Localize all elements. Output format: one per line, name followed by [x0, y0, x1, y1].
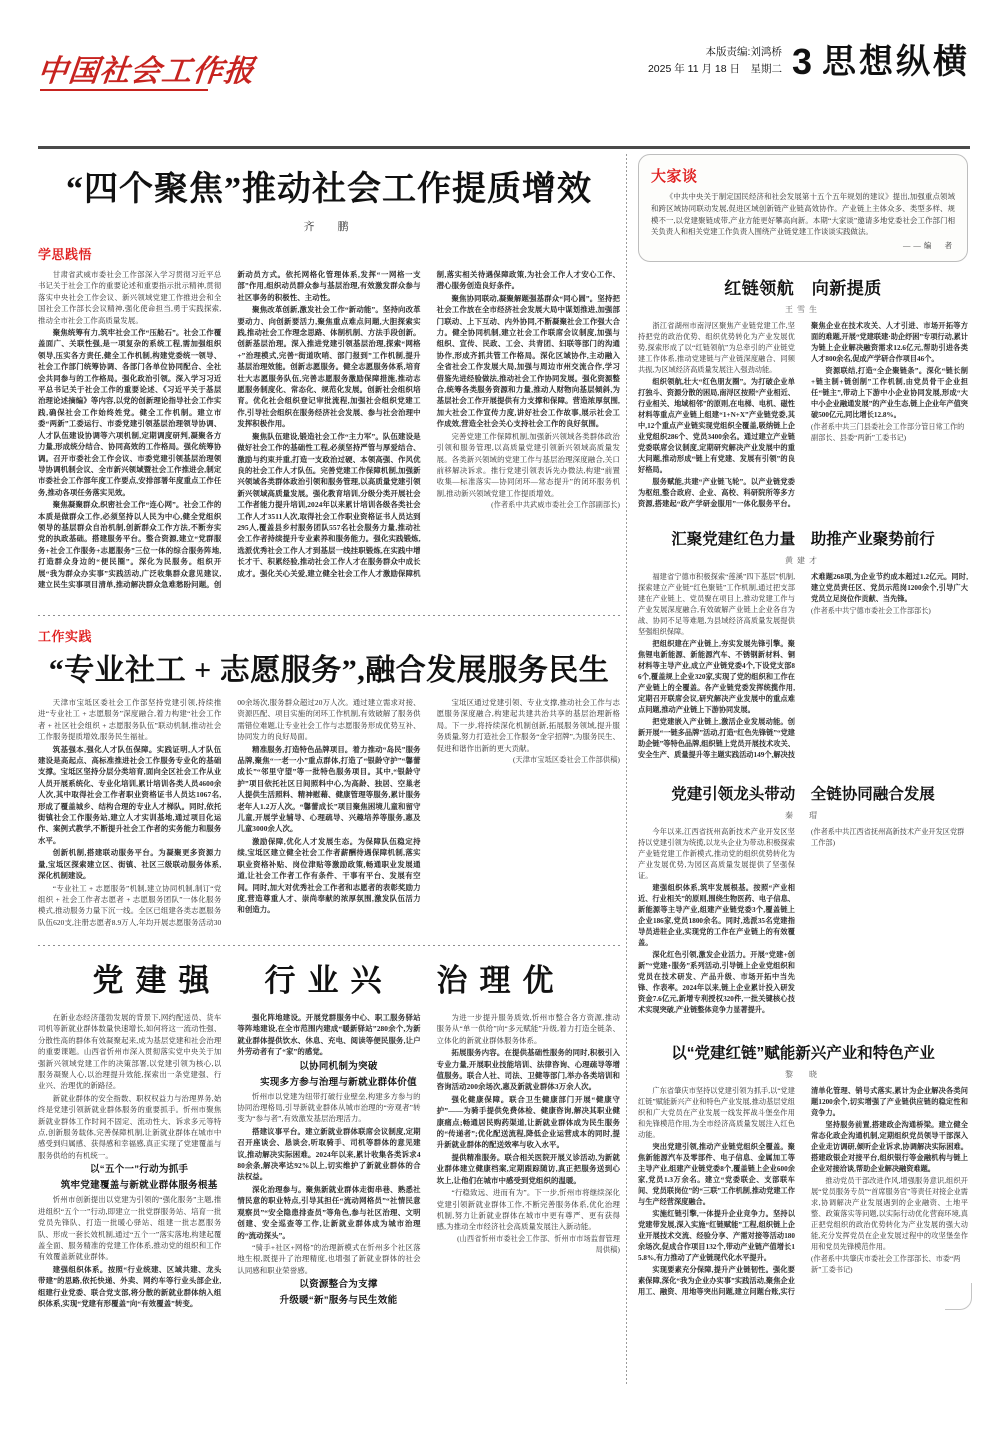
section-label-gongzuoshijian: 工作实践	[38, 629, 93, 644]
paragraph: 聚焦凝聚群众,织密社会工作“连心网”。社会工作的本质是做群众工作,必须坚持以人民为中心,健全党组织领导的基层群众自治机制,创新群众工作方法,不断夯实党的执政基础。搭建服务平台。整合资源,建立“党群服务+社会工作服务+志愿服务”三位一体的综合服务阵地,打造群众身边的“便民圈”。深化为民服务。组织开展“我为群众办实事”实践活动,广泛收集群众意见建议,建立民生实事项目清单,推动解决群众急难愁盼问题。创新动员方式。依托网格化管理体系,发挥“一网格一支部”作用,组织动员群众参与基层治理,有效激发群众参与社区事务的积极性、主动性。	[38, 270, 421, 589]
paragraph: 推动党员干部改进作风,增强服务意识,组织开展“党员服务专员”“首席服务官”等责任对接企业需求,协调解决产业发展遇到的企业融资、土地平整、政策落实等问题,以实际行动优化营商环境,真正把党组织的政治优势转化为产业发展的强大动能,充分发挥党员在企业发展过程中的攻坚堡垒作用和党员先锋模范作用。	[811, 1177, 968, 1252]
sidebar-body	[638, 827, 968, 1027]
article-one-headline: “四个聚焦”推动社会工作提质增效	[66, 171, 592, 208]
article-two-headline: “专业社工 + 志愿服务”,融合发展服务民生	[48, 654, 610, 687]
logo-underline	[40, 89, 208, 91]
paragraph: 广东省肇庆市坚持以党建引领为抓手,以“党建红链”赋能新兴产业和特色产业发展,推动基层党组织和广大党员在产业发展一线发挥战斗堡垒作用和先锋模范作用,为全市经济高质量发展注入红色动能。	[638, 1087, 795, 1140]
article-three-subheading-one-line-two: 筑牢党建覆盖与新就业群体服务根基	[60, 1180, 218, 1192]
paragraph: 搭建议事平台。建立新就业群体联席会议制度,定期召开座谈会、恳谈会,听取骑手、司机等群体的意见建议,推动解决实际困难。2024年以来,累计收集各类诉求480余条,解决率达92%以上,切实维护了新就业群体的合法权益。	[237, 1126, 421, 1182]
paragraph: 完善党建工作保障机制,加强新兴领域各类群体政治引领和服务管理,以高质量党建引领新兴领域高质量发展。各类新兴领域的党建工作与基层治理深度融合,关口前移解决诉求。推行党建引领表诉先办微法,构建“前置收集—标准落实—协同闭环—常态提升”的闭环服务机制,推动新兴领域党建工作提质增效。	[436, 431, 620, 498]
article-two-attribution: (天津市宝坻区委社会工作部供稿)	[512, 756, 620, 765]
article-one-byline: 齐 鹏	[303, 221, 355, 233]
paragraph: 聚焦统筹有力,筑牢社会工作“压舱石”。社会工作覆盖面广、关联性强,是一项复杂的系统工程,需加强组织领导,压实各方责任,健全工作机制,构建党委统一领导、社会工作部门统筹协调、各部门各单位协同配合、全社会共同参与的工作格局。强化政治引领。深入学习习近平总书记关于社会工作的重要论述、《习近平关于基层治理论述摘编》等内容,以党的创新理论指导社会工作实践,确保社会工作始终姓党。健全工作机制。建立市委“两新”工委运行、市委党建引领基层治理领导协调、人才队伍建设协调等六项机制,定期调度研判,凝聚各方力量,形成统分结合、协同高效的工作格局。强化统筹协调。召开市委社会工作会议、市委党建引领基层治理领导协调机制会议、全市新兴领域暨社会工作推进会,制定市委社会工作部年度工作要点,安排部署年度重点工作任务,推动各项任务落实见效。	[38, 328, 222, 497]
sidebar-attribution: (作者系中共三门县委社会工作部分管日常工作的副部长、县委“两新”工委书记)	[811, 423, 965, 443]
sidebar-item-hongliang-linghang	[638, 276, 968, 513]
editor-line: 本版责编:刘鸿桥	[705, 46, 782, 58]
paragraph: “骑手+社区+网格”的治理新模式在忻州多个社区落地生根,既提升了治理精度,也增强了新就业群体的社会认同感和职业荣誉感。	[237, 1242, 421, 1275]
sidebar-headline: 党建引领龙头带动 全链协同融合发展	[671, 786, 935, 804]
paragraph: 为进一步提升服务质效,忻州市整合各方资源,推动服务从“单一供给”向“多元赋能”升级,着力打造全链条、立体化的新就业群体服务体系。	[436, 1013, 620, 1045]
paragraph: 深化红色引领,激发企业活力。开展“党建+创新”“党建+服务”系列活动,引导链上企业党组织和党员在技术研发、产品升级、市场开拓中当先锋、作表率。2024年以来,链上企业累计投入研发资金7.6亿元,新增专利授权320件,一批关键核心技术实现突破,产业链整体竞争力显著提升。	[638, 951, 795, 1015]
article-one-attribution: (作者系中共武威市委社会工作部副部长)	[491, 501, 620, 510]
paragraph: 新就业群体的安全指数、职权权益力与治理界务,始终是党建引领新就业群体服务的重要抓手。忻州市聚焦新就业群体工作时间不固定、流动性大、诉求多元等特点,创新服务载体,完善保障机制,让新就业群体在城市中感受到归属感、获得感和幸福感,真正实现了党建覆盖与服务供给的有机统一。	[38, 1093, 222, 1160]
sidebar-item-dangjian-yinling	[638, 782, 968, 1027]
newspaper-logo: 中国社会工作报	[35, 55, 257, 88]
sidebar-headline: 红链领航 向新提质	[724, 279, 882, 299]
paragraph: 精准服务,打造特色品牌项目。着力推动“岛民”服务品牌,聚焦“一老一小”重点群体,打造了“银龄守护”“馨蕾成长”“邻里守望”等一批特色服务项目。其中,“银龄守护”项目依托社区日间照料中心,为高龄、独居、空巢老人提供生活照料、精神慰藉、健康管理等服务,累计服务老年人1.2万人次。“馨蕾成长”项目聚焦困境儿童和留守儿童,开展学业辅导、心理疏导、兴趣培养等服务,惠及儿童3000余人次。	[237, 744, 421, 834]
divider-dotted-two	[38, 945, 620, 946]
paragraph: 创新机制,搭建联动服务平台。为凝聚更多资源力量,宝坻区探索建立区、街镇、社区三级联动服务体系,深化机制建设。	[38, 848, 222, 881]
dajiatan-intro: 《中共中央关于制定国民经济和社会发展第十五个五年规划的建议》提出,加强重点领域和跨区域协同联动发展,促进区域创新链产业链高效协作。产业链上主体众多、类型多样、规模不一,以党建聚链成带,产业方能更好攀高向新。本期“大家谈”邀请多地党委社会工作部门相关负责人和相关党建工作负责人围绕产业链党建工作谈谈实践做法。	[651, 192, 955, 237]
paragraph: 把党建嵌入产业链上,激活企业发展动能。创新开展“一链多品牌”活动,打造“红色先锋链”“党建助企链”等特色品牌,组织链上党员开展技术攻关、安全生产、质量提升等主题实践活动149个,解决技术难题268项,为企业节约成本超过1.2亿元。同时,建立党员责任区、党员示范岗1200余个,引导广大党员立足岗位作贡献、当先锋。	[638, 573, 968, 760]
article-three	[38, 960, 620, 1312]
article-three-subheading-two-line-one: 以协同机制为突破	[299, 1060, 378, 1072]
paragraph: 浙江省湖州市南浔区聚焦产业链党建工作,坚持把党的政治优势、组织优势转化为产业发展优势,探索形成了以“红链领航”为总牵引的产业链党建工作体系,推动党建链与产业链深度融合、同频共振,为区域经济高质量发展注入强劲动能。	[638, 322, 795, 375]
paragraph: 今年以来,江西省抚州高新技术产业开发区坚持以党建引领为统揽,以龙头企业为带动,积极探索产业链党建工作新模式,推动党的组织优势转化为产业发展优势,为园区高质量发展提供了坚强保证。	[638, 828, 795, 881]
paragraph: 坚持服务前置,搭建政企沟通桥梁。建立健全常态化政企沟通机制,定期组织党员领导干部深入企业走访调研,倾听企业诉求,协调解决实际困难。搭建政银企对接平台,组织银行等金融机构与链上企业对接洽谈,帮助企业解决融资难题。	[811, 1121, 968, 1174]
article-three-subheading-one-line-one: 以“五个一”行动为抓手	[90, 1164, 189, 1176]
dajiatan-box	[638, 154, 968, 262]
paragraph: 强化阵地建设。开展党群服务中心、职工服务驿站等阵地建设,在全市范围内建成“暖新驿站”280余个,为新就业群体提供饮水、休息、充电、阅读等便民服务,让户外劳动者有了“家”的感觉。	[237, 1013, 421, 1057]
paragraph: “行稳致远、进而有为”。下一步,忻州市将继续深化党建引领新就业群体工作,不断完善服务体系,优化治理机制,努力让新就业群体在城市中更有尊严、更有获得感,为推动全市经济社会高质量发展注入新动能。	[436, 1188, 620, 1232]
paragraph: 拓展服务内容。在提供基础性服务的同时,积极引入专业力量,开展职业技能培训、法律咨询、心理疏导等增值服务。联合人社、司法、卫健等部门,举办各类培训和咨询活动200余场次,惠及新就业群体3万余人次。	[436, 1048, 620, 1092]
sidebar-attribution: (作者系中共宁德市委社会工作部部长)	[811, 607, 931, 616]
paragraph: 服务赋能,共建“产业链飞轮”。以产业链党委为枢纽,整合政府、企业、高校、科研院所等多方资源,搭建起“政产学研金服用”一体化服务平台。聚焦企业在技术攻关、人才引进、市场开拓等方面的难题,开展“党建联建·助企纾困”专项行动,累计为链上企业解决融资需求12.6亿元,帮助引进各类人才800余名,促成产学研合作项目46个。	[638, 322, 968, 509]
article-one	[38, 168, 620, 599]
date-line: 2025 年 11 月 18 日 星期二	[647, 63, 782, 75]
paragraph: 在新业态经济蓬勃发展的背景下,网约配送员、货车司机等新就业群体数量快速增长,如何将这一流动性强、分散性高的群体有效凝聚起来,成为基层党建和社会治理的重要课题。山西省忻州市深入贯彻落实党中央关于加强新兴领域党建工作的决策部署,以党建引领为核心,以服务凝聚人心,以治理提升效能,探索出一条党建强、行业兴、治理优的新路径。	[38, 1013, 222, 1091]
newspaper-page	[0, 42, 1000, 1452]
paragraph: 提供精准服务。联合相关医院开展义诊活动,为新就业群体建立健康档案,定期跟踪随访,真正把服务送到心坎上,让他们在城市中感受到党组织的温暖。	[436, 1152, 620, 1185]
sidebar-body	[638, 321, 968, 513]
paragraph: 聚焦协同联动,凝聚解题强基群众“同心圆”。坚持把社会工作放在全市经济社会发展大局中谋划推进,加强部门联动、上下互动、内外协同,不断凝聚社会工作强大合力。健全协同机制,建立社会工作联席会议制度,加强与组织、宣传、民政、工会、共青团、妇联等部门的沟通协作,形成齐抓共管工作格局。深化区域协作,主动融入全省社会工作发展大局,加强与周边市州交流合作,学习借鉴先进经验做法,推动社会工作协同发展。强化资源整合,统筹各类服务资源和力量,推动人财物向基层倾斜,为基层社会工作开展提供有力支撑和保障。营造浓厚氛围,加大社会工作宣传力度,讲好社会工作故事,展示社会工作成效,营造全社会关心支持社会工作的良好氛围。	[436, 293, 620, 429]
article-two	[38, 626, 620, 929]
sidebar-attribution: (作者系中共肇庆市委社会工作部部长、市委“两新”工委书记)	[811, 1255, 961, 1275]
sidebar-item-huiju-dangjian	[638, 527, 968, 768]
paragraph: 聚焦改革创新,激发社会工作“新动能”。坚持向改革要动力、向创新要活力,聚焦重点难点问题,大胆探索实践,推动社会工作理念思路、体制机制、方法手段创新。创新基层治理。深入推进党建引领基层治理,探索“网格+”治理模式,完善“街道吹哨、部门报到”工作机制,提升基层治理效能。创新志愿服务。健全志愿服务体系,培育壮大志愿服务队伍,完善志愿服务激励保障措施,推动志愿服务制度化、常态化、规范化发展。创新社会组织培育。优化社会组织登记审批流程,加强社会组织党建工作,引导社会组织在服务经济社会发展、参与社会治理中发挥积极作用。	[237, 305, 421, 429]
sidebar-byline: 王雪生	[785, 305, 821, 315]
paragraph: 聚焦队伍建设,锻造社会工作“主力军”。队伍建设是做好社会工作的基础性工程,必须坚持严管与厚爱结合、激励与约束并重,打造一支政治过硬、本领高强、作风优良的社会工作人才队伍。完善党建工作保障机制,加强新兴领域各类群体政治引领和服务管理,以高质量党建引领新兴领域高质量发展。强化教育培训,分级分类开展社会工作者能力提升培训,2024年以来累计培训各级各类社会工作人才3511人次,取得社会工作职业资格证书人员达到295人,覆盖县乡村服务团队557名社会服务力量,推动社会工作者持续提升专业素养和服务能力。强化实践锻炼,选派优秀社会工作人才到基层一线挂职锻炼,在实践中增长才干、积累经验,推动社会工作人才在服务群众中成长成才。强化关心关爱,建立健全社会工作人才激励保障机制,落实相关待遇保障政策,为社会工作人才安心工作、潜心服务创造良好条件。	[237, 270, 620, 578]
dajiatan-signature: ——编 者	[903, 241, 955, 251]
paragraph: “专业社工 + 志愿服务”机制,建立协同机制,制订“党组织 + 社会工作者志愿者 + 志愿服务团队”一体化服务模式,推动服务力量下沉一线。全区已组建各类志愿服务队伍620支,注册志愿者8.9万人,年均开展志愿服务活动3000余场次,服务群众超过20万人次。通过建立需求对接、资源匹配、项目实施的闭环工作机制,有效破解了服务供需错位难题,让专业社会工作与志愿服务形成优势互补、协同发力的良好局面。	[38, 698, 421, 927]
paragraph: 实施红链引擎,一体提升企业竞争力。坚持以党建带发展,深入实施“红链赋能”工程,组织链上企业开展技术交流、经验分享、产需对接等活动180余场次,促成合作项目132个,带动产业链产值增长15.8%,有力推动了产业链现代化水平提升。	[638, 1210, 795, 1263]
paragraph: 忻州市创新提出以党建为引领的“强化服务”主题,推进组织“五个一”行动,即建立一批党群服务站、培育一批党员先锋队、打造一批暖心驿站、组建一批志愿服务队、形成一套长效机制,通过“五个一”落实落地,构建起覆盖全面、服务精准的党建工作体系,推动党的组织和工作有效覆盖新就业群体。	[38, 1195, 222, 1262]
paragraph: 实现要素充分保障,提升产业链韧性。强化要素保障,深化“我为企业办实事”实践活动,聚焦企业用工、融资、用地等突出问题,建立问题台账,实行清单化管理、销号式落实,累计为企业解决各类问题1200余个,切实增强了产业链供应链的稳定性和竞争力。	[638, 1087, 968, 1297]
article-one-body	[38, 269, 620, 599]
paragraph: 激励保障,优化人才发展生态。为保障队伍稳定持续,宝坻区建立健全社会工作者薪酬待遇保障机制,落实职业资格补贴、岗位津贴等激励政策,畅通职业发展通道,让社会工作者工作有条件、干事有平台、发展有空间。同时,加大对优秀社会工作者和志愿者的表彰奖励力度,营造尊重人才、崇尚奉献的浓厚氛围,激发队伍活力和创造力。	[237, 836, 421, 915]
paragraph: 福建省宁德市积极探索“莲溪”四下基层”机制,探索建立产业链“红色聚链”工作机制,通过把支部建在产业链上、党员聚在项目上,推动党建工作与产业发展深度融合,有效破解产业链上企业各自为战、协同不足等难题,为县域经济高质量发展提供坚强组织保障。	[638, 573, 795, 637]
dajiatan-label: 大家谈	[651, 168, 698, 185]
sidebar-headline: 以“党建红链”赋能新兴产业和特色产业	[671, 1045, 935, 1063]
paragraph: 建强组织体系,筑牢发展根基。按照“产业相近、行业相关”的原则,围绕生物医药、电子信息、新能源等主导产业,组建产业链党委3个,覆盖链上企业186家,党员1800余名。同时,选派35名党建指导员进驻企业,实现党的工作在产业链上的有效覆盖。	[638, 884, 795, 948]
article-three-subheading-three-line-one: 以资源整合为支撑	[299, 1279, 378, 1291]
paragraph: 资源联结,打造“全企聚链条”。深化“链长制+链主制+链创制”工作机制,由党员骨干企业担任“链主”,带动上下游中小企业协同发展,形成“大中小企业融通发展”的产业生态,链上企业年产值突破500亿元,同比增长12.8%。	[811, 367, 968, 420]
masthead-right	[648, 42, 970, 84]
sidebar-item-dangjian-hongliang	[638, 1041, 968, 1308]
paragraph: 建强组织体系。按照“行业统建、区域共建、龙头带建”的思路,依托快递、外卖、网约车等行业头部企业,组建行业党委、联合党支部,将分散的新就业群体纳入组织体系,实现“党建有形覆盖”向“有效覆盖”转变。	[38, 1264, 222, 1308]
sidebar-byline: 秦 瑁	[785, 811, 821, 821]
page-number: 3	[791, 41, 812, 82]
sidebar-column	[638, 154, 968, 1308]
article-three-body	[38, 1012, 620, 1312]
article-three-headline: 党建强 行业兴 治理优	[92, 963, 566, 998]
section-name: 思想纵横	[822, 43, 970, 81]
section-label-xuesijianwu: 学思践悟	[38, 247, 93, 262]
sidebar-headline: 汇聚党建红色力量 助推产业聚势前行	[671, 531, 935, 549]
divider-dotted-one	[38, 615, 620, 616]
masthead	[35, 41, 970, 104]
paragraph: 甘肃省武威市委社会工作部深入学习贯彻习近平总书记关于社会工作的重要论述和重要指示批示精神,贯彻落实中央社会工作会议、新兴领域党建工作推进会和全国社会工作部长会议精神,强化使命担当,勇于实践探索,推动全市社会工作高质量发展。	[38, 270, 222, 325]
paragraph: 把组织建在产业链上,夯实发展先锋引擎。聚焦锂电新能源、新能源汽车、不锈钢新材料、铜材料等主导产业,成立产业链党委4个,下设党支部86个,覆盖规上企业320家,实现了党的组织和工作在产业链上的全覆盖。各产业链党委发挥统揽作用,定期召开联席会议,研究解决产业发展中的重点难点问题,推动产业链上下游协同发展。	[638, 640, 795, 715]
paragraph: 天津市宝坻区委社会工作部坚持党建引领,持续推进“专业社工 + 志愿服务”深度融合,着力构建“社会工作者 + 社区社会组织 + 志愿服务队伍”联动机制,推动社会工作服务提质增效,服务民生福祉。	[38, 698, 222, 742]
article-two-body	[38, 697, 620, 929]
article-three-subheading-two-line-two: 实现多方参与治理与新就业群体价值	[260, 1076, 417, 1088]
paragraph: 突出党建引领,推动产业链党组织全覆盖。聚焦新能源汽车及零部件、电子信息、金属加工等主导产业,组建产业链党委8个,覆盖链上企业600余家,党员1.3万余名。建立“党委联企、支部联车间、党员联岗位”的“三联”工作机制,推动党建工作与生产经营深度融合。	[638, 1143, 795, 1207]
paragraph: 深化治理参与。聚焦新就业群体走街串巷、熟悉社情民意的职业特点,引导其担任“流动网格员”“社情民意观察员”“安全隐患排查员”等角色,参与社区治理、文明创建、安全巡查等工作,让新就业群体成为城市治理的“流动探头”。	[237, 1184, 421, 1240]
sidebar-byline: 黄建才	[785, 556, 821, 566]
paragraph: 忻州市以党建为纽带打破行业壁垒,构建多方参与的协同治理格局,引导新就业群体从城市治理的“旁观者”转变为“参与者”,有效激发基层治理活力。	[237, 1091, 421, 1124]
paragraph: 组织领航,壮大“红色朋友圈”。为打破企业单打独斗、资源分散的困局,南浔区按照“产业相近、行业相关、地域相邻”的原则,在电梯、电机、磁性材料等重点产业链上组建“1+N+X”产业链党委,其中,12个重点产业链实现党组织全覆盖,吸纳链上企业党组织286个、党员3400余名。通过建立产业链党委联席会议制度,定期研究解决产业发展中的重大问题,推动形成“链上有党建、发展有引领”的良好格局。	[638, 378, 795, 475]
column-divider	[626, 154, 627, 1384]
paragraph: 筑基强本,强化人才队伍保障。实践证明,人才队伍建设是高起点、高标准推进社会工作服务专业化的基础支撑。宝坻区坚持分层分类培育,面向全区社会工作从业人员开展系统化、专业化培训,累计培训各类人员4600余人次,其中取得社会工作者职业资格证书人员达1067名,形成了覆盖城乡、结构合理的专业人才梯队。同时,依托街镇社会工作服务站,建立人才实训基地,通过项目化运作、案例式教学,不断提升社会工作者的实务能力和服务水平。	[38, 744, 222, 845]
sidebar-byline: 黎 晓	[785, 1070, 821, 1080]
masthead-rule	[38, 146, 970, 149]
masthead-meta	[648, 44, 782, 84]
article-three-subheading-three-line-two: 升级暖“新”服务与民生效能	[279, 1295, 398, 1307]
main-column	[38, 154, 620, 1312]
paragraph: 宝坻区通过党建引领、专业支撑,推动社会工作与志愿服务深度融合,构建起共建共治共享的基层治理新格局。下一步,将持续深化机制创新,拓展服务领域,提升服务质量,努力打造社会工作服务“金字招牌”,为服务民生、促进和谐作出新的更大贡献。	[436, 698, 620, 753]
sidebar-attribution: (作者系中共江西省抚州高新技术产业开发区党群工作部)	[811, 828, 965, 848]
paragraph: 强化健康保障。联合卫生健康部门开展“健康守护”——为骑手提供免费体检、健康咨询,解决其职业健康痛点;畅通居民购药渠道,让新就业群体成为民生服务的“传递者”;优化配送流程,降低企业运营成本的同时,提升新就业群体的配送效率与收入水平。	[436, 1094, 620, 1150]
corner-decoration	[945, 1283, 972, 1310]
sidebar-body	[638, 572, 968, 768]
sidebar-body	[638, 1086, 968, 1308]
article-three-attribution: (山西省忻州市委社会工作部、忻州市市场监督管理局供稿)	[457, 1234, 620, 1255]
